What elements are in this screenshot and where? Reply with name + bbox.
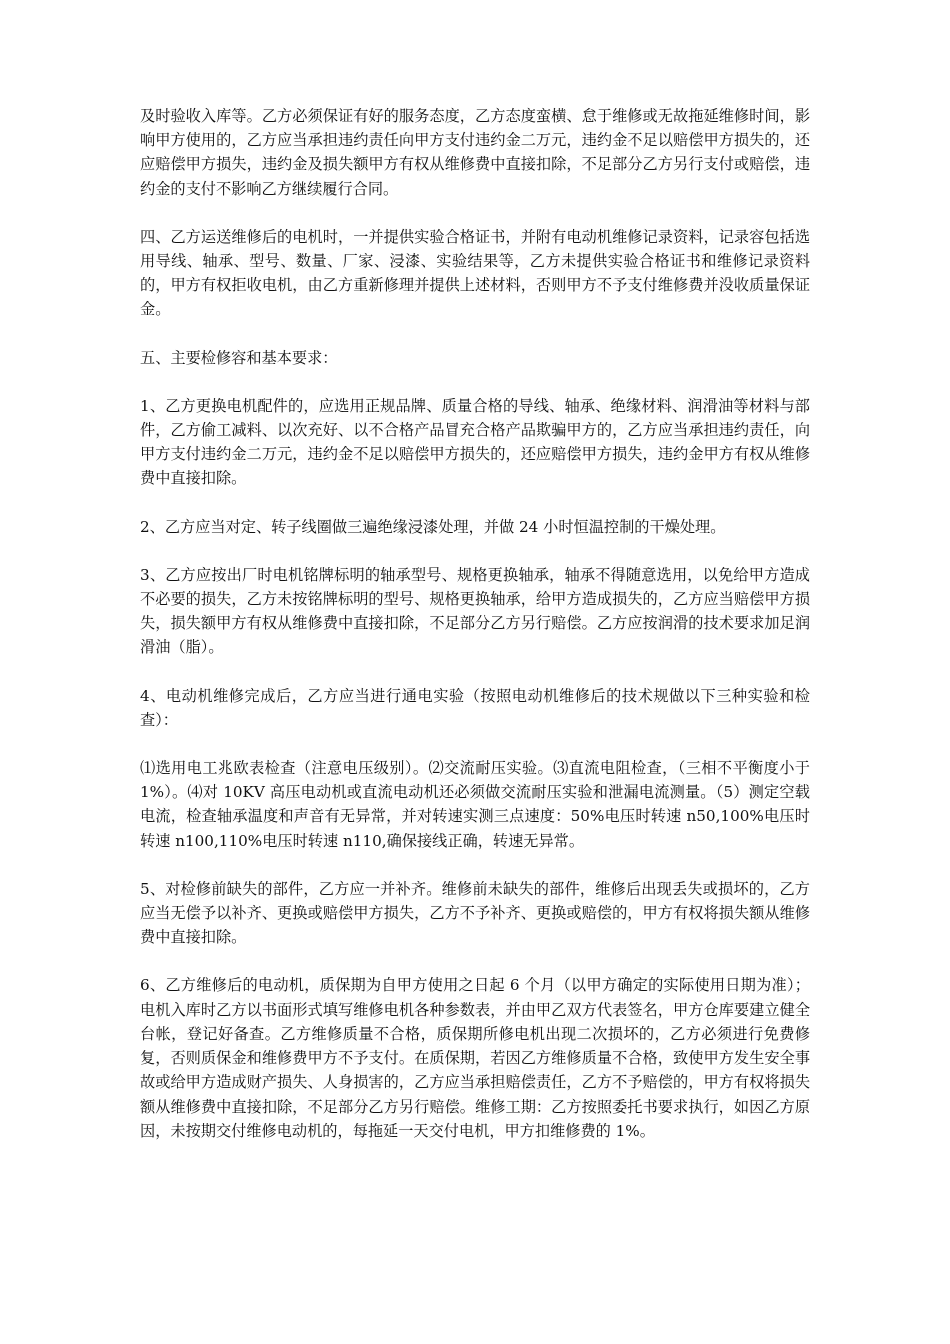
paragraph-section-four: 四、乙方运送维修后的电机时，一并提供实验合格证书，并附有电动机维修记录资料，记录容包括选用导线、轴承、型号、数量、厂家、浸漆、实验结果等，乙方未提供实验合格证书和维修记录资料的，甲方有权拒收电机，由乙方重新修理并提供上述材料，否则甲方不予支付维修费并没收质量保证金。 [140,227,810,319]
paragraph-item-4-tests: ⑴选用电工兆欧表检查（注意电压级别）。⑵交流耐压实验。⑶直流电阻检查，（三相不平衡度小于 1%）。⑷对 10KV 高压电动机或直流电动机还必须做交流耐压实验和泄漏电流测量。（5）测定空载电流，检查轴承温度和声音有无异常，并对转速实测三点速度：50%电压时转速 n50,100%电压时转速 n100,110%电压时转速 n110,确保接线正确，转速无异常。 [140,759,810,850]
paragraph-item-3: 3、乙方应按出厂时电机铭牌标明的轴承型号、规格更换轴承，轴承不得随意选用，以免给甲方造成不必要的损失，乙方未按铭牌标明的型号、规格更换轴承，给甲方造成损失的，乙方应当赔偿甲方损失，损失额甲方有权从维修费中直接扣除，不足部分乙方另行赔偿。乙方应按润滑的技术要求加足润滑油（脂）。 [140,565,810,657]
paragraph-item-6: 6、乙方维修后的电动机，质保期为自甲方使用之日起 6 个月（以甲方确定的实际使用日期为准）；电机入库时乙方以书面形式填写维修电机各种参数表，并由甲乙双方代表签名，甲方仓库要建立健全台帐，登记好备查。乙方维修质量不合格，质保期所修电机出现二次损坏的，乙方必须进行免费修复，否则质保金和维修费甲方不予支付。在质保期，若因乙方维修质量不合格，致使甲方发生安全事故或给甲方造成财产损失、人身损害的，乙方应当承担赔偿责任，乙方不予赔偿的，甲方有权将损失额从维修费中直接扣除，不足部分乙方另行赔偿。维修工期：乙方按照委托书要求执行，如因乙方原因，未按期交付维修电动机的，每拖延一天交付电机，甲方扣维修费的 1%。 [140,976,810,1140]
paragraph-item-5: 5、对检修前缺失的部件，乙方应一并补齐。维修前未缺失的部件，维修后出现丢失或损坏的，乙方应当无偿予以补齐、更换或赔偿甲方损失，乙方不予补齐、更换或赔偿的，甲方有权将损失额从维修费中直接扣除。 [140,879,810,947]
paragraph-item-1: 1、乙方更换电机配件的，应选用正规品牌、质量合格的导线、轴承、绝缘材料、润滑油等材料与部件，乙方偷工减料、以次充好、以不合格产品冒充合格产品欺骗甲方的，乙方应当承担违约责任，向甲方支付违约金二万元，违约金不足以赔偿甲方损失的，还应赔偿甲方损失，违约金甲方有权从维修费中直接扣除。 [140,396,810,488]
document-body [140,104,810,1167]
paragraph-item-2: 2、乙方应当对定、转子线圈做三遍绝缘浸漆处理，并做 24 小时恒温控制的干燥处理。 [140,517,726,536]
section-five-heading: 五、主要检修容和基本要求： [140,348,338,367]
paragraph-item-4: 4、电动机维修完成后，乙方应当进行通电实验（按照电动机维修后的技术规做以下三种实验和检查）： [140,686,810,729]
paragraph-intro-continuation: 及时验收入库等。乙方必须保证有好的服务态度，乙方态度蛮横、怠于维修或无故拖延维修时间，影响甲方使用的，乙方应当承担违约责任向甲方支付违约金二万元，违约金不足以赔偿甲方损失的，还应赔偿甲方损失，违约金及损失额甲方有权从维修费中直接扣除，不足部分乙方另行支付或赔偿，违约金的支付不影响乙方继续履行合同。 [140,107,810,198]
